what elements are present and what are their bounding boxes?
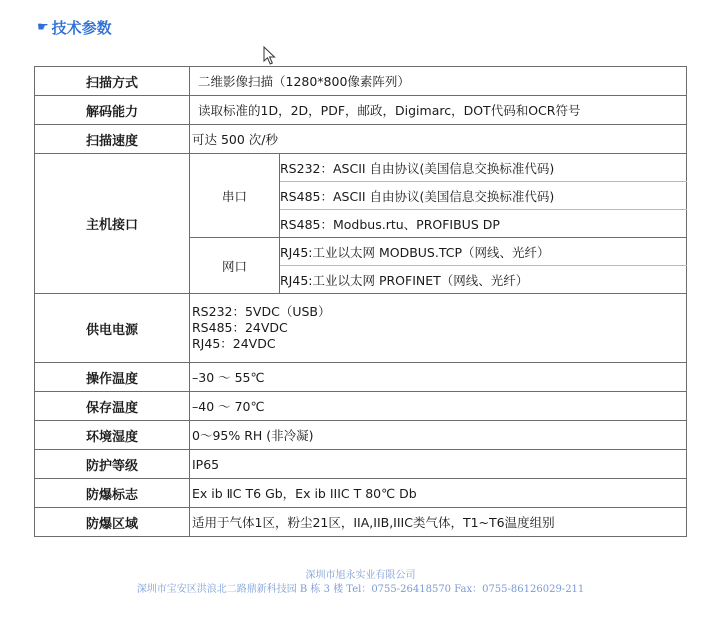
sub-label-serial: 串口 <box>190 154 280 238</box>
row-label: 操作温度 <box>35 363 190 392</box>
table-row <box>35 125 687 154</box>
table-row <box>35 421 687 450</box>
row-value: IP65 <box>190 450 687 479</box>
power-line: RJ45：24VDC <box>192 336 276 351</box>
row-value: 读取标准的1D，2D，PDF，邮政，Digimarc，DOT代码和OCR符号 <box>190 96 687 125</box>
interface-item: RJ45:工业以太网 PROFINET（网线、光纤） <box>280 266 687 294</box>
interface-item: RJ45:工业以太网 MODBUS.TCP（网线、光纤） <box>280 238 687 266</box>
power-line: RS232：5VDC（USB） <box>192 304 331 319</box>
row-value: –30 ～ 55℃ <box>190 363 687 392</box>
table-row <box>35 67 687 96</box>
row-value: 二维影像扫描（1280*800像素阵列） <box>190 67 687 96</box>
row-value: 0～95% RH (非冷凝) <box>190 421 687 450</box>
row-label: 扫描速度 <box>35 125 190 154</box>
section-heading <box>37 17 112 37</box>
row-label: 环境湿度 <box>35 421 190 450</box>
row-value: 适用于气体1区，粉尘21区，IIA,IIB,IIIC类气体，T1~T6温度组别 <box>190 508 687 537</box>
table-row <box>35 479 687 508</box>
power-line: RS485：24VDC <box>192 320 288 335</box>
table-row <box>35 450 687 479</box>
table-row <box>35 154 687 182</box>
table-row <box>35 508 687 537</box>
row-label: 扫描方式 <box>35 67 190 96</box>
row-label: 供电电源 <box>35 294 190 363</box>
tech-spec-table <box>34 66 687 537</box>
row-label: 防爆区域 <box>35 508 190 537</box>
row-label: 主机接口 <box>35 154 190 294</box>
row-value: 可达 500 次/秒 <box>190 125 687 154</box>
footer-company: 深圳市旭永实业有限公司 <box>305 570 416 581</box>
table-row <box>35 96 687 125</box>
footer-contact: 深圳市宝安区洪浪北二路鼎新科技园 B 栋 3 楼 Tel：0755-26418570 Fax：0755-86126029-211 <box>136 584 585 595</box>
row-value: –40 ～ 70℃ <box>190 392 687 421</box>
row-label: 防护等级 <box>35 450 190 479</box>
row-label: 防爆标志 <box>35 479 190 508</box>
section-title: 技术参数 <box>51 18 112 37</box>
pointing-hand-icon: ☛ <box>37 19 49 35</box>
table-row <box>35 392 687 421</box>
row-label: 保存温度 <box>35 392 190 421</box>
table-row <box>35 363 687 392</box>
interface-item: RS485：ASCII 自由协议(美国信息交换标准代码) <box>280 182 687 210</box>
row-label: 解码能力 <box>35 96 190 125</box>
row-value: Ex ib ⅡC T6 Gb，Ex ib IIIC T 80℃ Db <box>190 479 687 508</box>
interface-item: RS485：Modbus.rtu、PROFIBUS DP <box>280 210 687 238</box>
sub-label-network: 网口 <box>190 238 280 294</box>
mouse-cursor-icon <box>263 46 277 66</box>
interface-item: RS232：ASCII 自由协议(美国信息交换标准代码) <box>280 154 687 182</box>
table-row <box>35 294 687 363</box>
row-value <box>190 294 687 363</box>
